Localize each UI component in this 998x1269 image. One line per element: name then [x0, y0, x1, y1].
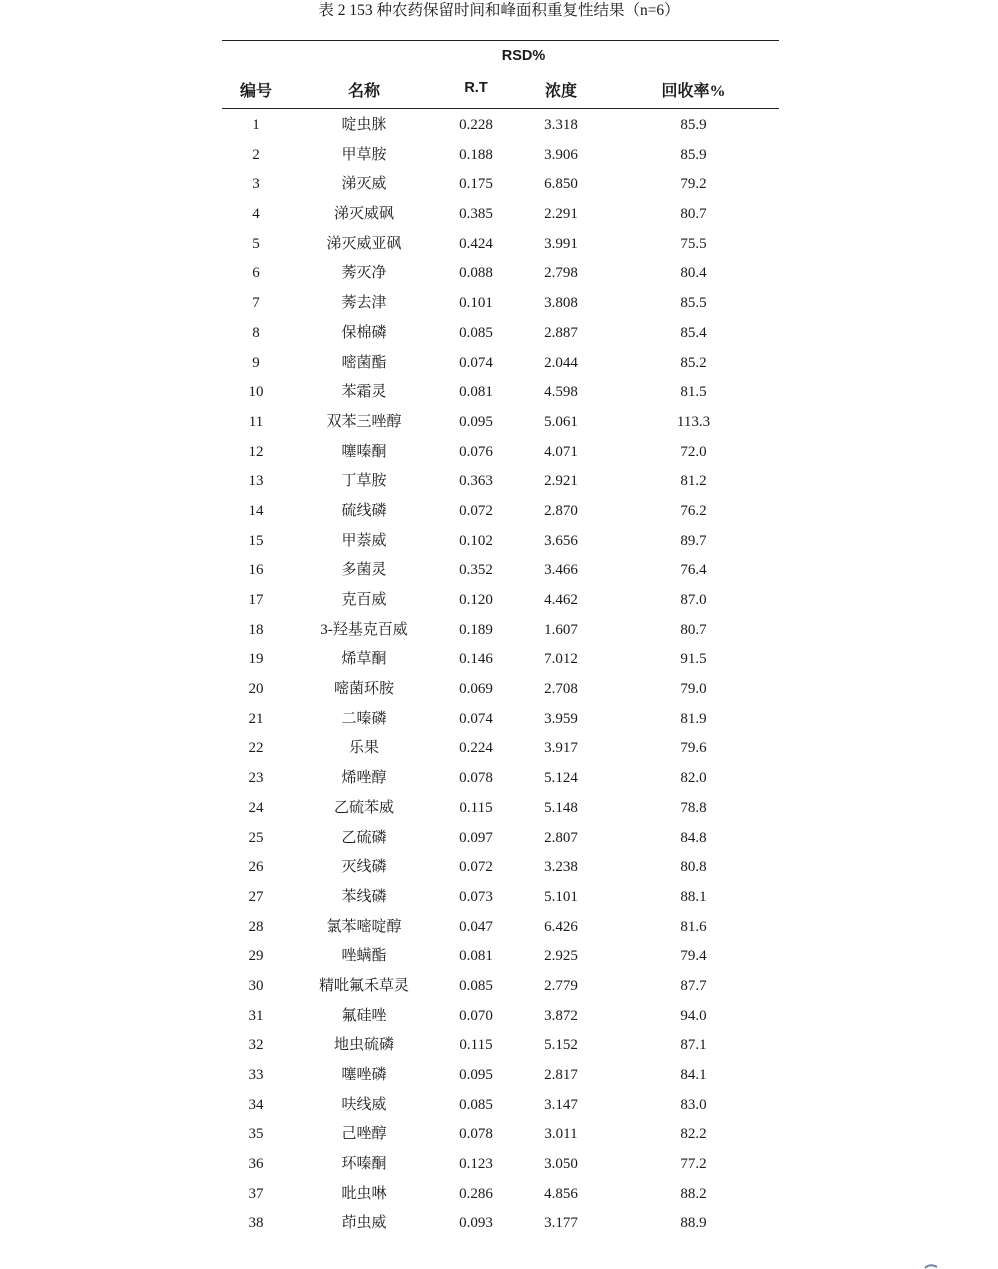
table-row	[222, 259, 779, 289]
cell-name: 噻唑磷	[341, 1067, 387, 1083]
cell-recovery: 72.0	[680, 443, 707, 460]
cell-no: 35	[248, 1126, 264, 1143]
cell-no: 17	[248, 592, 264, 608]
cell-name: 涕灭威砜	[333, 206, 394, 223]
header-no: 编号	[239, 83, 272, 100]
table-row	[222, 319, 779, 349]
table-row	[222, 170, 779, 200]
cell-no: 7	[252, 295, 260, 312]
table-body	[222, 111, 779, 1239]
cell-name: 灭线磷	[341, 859, 387, 876]
cell-rt: 0.097	[459, 829, 493, 846]
cell-recovery: 80.4	[680, 265, 707, 282]
cell-recovery: 87.0	[680, 592, 707, 608]
cell-name: 噻嗪酮	[341, 443, 387, 460]
cell-rt: 0.085	[459, 324, 493, 341]
cell-concentration: 2.708	[544, 681, 578, 698]
cell-recovery: 87.7	[680, 977, 707, 994]
cell-name: 涕灭威亚砜	[326, 235, 402, 252]
cell-rt: 0.085	[459, 977, 493, 994]
cell-concentration: 6.850	[544, 176, 578, 193]
table-row	[222, 200, 779, 230]
cell-recovery: 85.9	[680, 146, 707, 163]
cell-recovery: 89.7	[680, 532, 707, 549]
cell-no: 37	[248, 1185, 264, 1202]
cell-concentration: 4.856	[544, 1185, 578, 1202]
cell-concentration: 6.426	[544, 918, 578, 935]
table-row	[222, 913, 779, 943]
cell-no: 36	[248, 1156, 264, 1173]
cell-name: 氯苯嘧啶醇	[326, 918, 402, 935]
cell-concentration: 2.798	[544, 265, 578, 282]
cell-no: 25	[248, 829, 264, 846]
table-row	[222, 141, 779, 171]
table-top-rule	[222, 40, 779, 41]
cell-concentration: 3.991	[544, 235, 578, 252]
table-row	[222, 794, 779, 824]
cell-no: 14	[248, 502, 264, 519]
cell-name: 甲萘威	[341, 532, 387, 549]
cell-no: 8	[252, 324, 260, 341]
cell-concentration: 2.887	[544, 324, 578, 341]
table-header-rule	[222, 108, 779, 109]
cell-concentration: 5.148	[544, 799, 578, 816]
cell-no: 30	[248, 977, 264, 994]
cell-name: 莠灭净	[341, 265, 387, 282]
cell-no: 12	[248, 443, 264, 460]
cell-rt: 0.093	[459, 1215, 493, 1232]
table-row	[222, 408, 779, 438]
cell-name: 唑螨酯	[341, 948, 387, 965]
cell-concentration: 2.044	[544, 354, 578, 371]
cell-recovery: 84.8	[680, 829, 707, 846]
cell-rt: 0.352	[459, 562, 493, 579]
table-row	[222, 527, 779, 557]
cell-no: 3	[252, 176, 260, 193]
cell-rt: 0.286	[459, 1185, 493, 1202]
header-rt: R.T	[464, 80, 488, 96]
cell-rt: 0.102	[459, 532, 493, 549]
cell-concentration: 3.917	[544, 740, 578, 757]
cell-recovery: 94.0	[680, 1007, 707, 1024]
table-row	[222, 289, 779, 319]
cell-recovery: 81.2	[680, 473, 707, 490]
header-name: 名称	[347, 83, 380, 100]
cell-no: 5	[252, 235, 260, 252]
cell-no: 27	[248, 888, 264, 905]
group-header-row	[222, 48, 779, 68]
cell-recovery: 77.2	[680, 1156, 707, 1173]
cell-name: 硫线磷	[341, 502, 387, 519]
column-header-row	[222, 78, 779, 102]
cell-no: 6	[252, 265, 260, 282]
cell-concentration: 2.779	[544, 977, 578, 994]
table-row	[222, 942, 779, 972]
table-row	[222, 1002, 779, 1032]
cell-recovery: 82.0	[680, 770, 707, 787]
cell-recovery: 76.4	[680, 562, 707, 579]
cell-rt: 0.072	[459, 502, 493, 519]
cell-recovery: 87.1	[680, 1037, 707, 1054]
cell-recovery: 79.0	[680, 681, 707, 698]
cell-rt: 0.074	[459, 354, 493, 371]
cell-name: 二嗪磷	[341, 710, 387, 727]
cell-recovery: 75.5	[680, 235, 707, 252]
cell-name: 嘧菌酯	[341, 354, 387, 371]
cell-concentration: 3.906	[544, 146, 578, 163]
table-row	[222, 734, 779, 764]
cell-no: 33	[248, 1067, 264, 1083]
table-row	[222, 1150, 779, 1180]
cell-concentration: 7.012	[544, 651, 578, 668]
cell-recovery: 81.5	[680, 384, 707, 401]
cell-rt: 0.072	[459, 859, 493, 876]
cell-name: 莠去津	[341, 295, 387, 312]
cell-recovery: 81.6	[680, 918, 707, 935]
cell-rt: 0.047	[459, 918, 493, 935]
table-row	[222, 764, 779, 794]
cell-concentration: 2.925	[544, 948, 578, 965]
cell-concentration: 4.071	[544, 443, 578, 460]
cell-no: 18	[248, 621, 264, 638]
cell-concentration: 5.152	[544, 1037, 578, 1054]
table-row	[222, 111, 779, 141]
cell-rt: 0.385	[459, 206, 493, 223]
cell-concentration: 5.124	[544, 770, 578, 787]
table-row	[222, 705, 779, 735]
cell-rt: 0.076	[459, 443, 493, 460]
cell-concentration: 3.466	[544, 562, 578, 579]
cell-rt: 0.115	[459, 799, 493, 816]
cell-rt: 0.175	[459, 176, 493, 193]
cell-concentration: 5.061	[544, 413, 578, 430]
cell-no: 23	[248, 770, 264, 787]
table-row	[222, 438, 779, 468]
cell-concentration: 3.318	[544, 117, 578, 133]
table-row	[222, 230, 779, 260]
header-concentration: 浓度	[544, 83, 577, 100]
cell-rt: 0.188	[459, 146, 493, 163]
cell-concentration: 3.238	[544, 859, 578, 876]
cell-rt: 0.078	[459, 770, 493, 787]
table-row	[222, 497, 779, 527]
cell-no: 31	[248, 1007, 264, 1024]
cell-recovery: 79.6	[680, 740, 707, 757]
cell-recovery: 80.8	[680, 859, 707, 876]
cell-name: 烯草酮	[341, 651, 387, 668]
cell-recovery: 79.2	[680, 176, 707, 193]
cell-concentration: 4.598	[544, 384, 578, 401]
cell-recovery: 78.8	[680, 799, 707, 816]
cell-recovery: 80.7	[680, 621, 707, 638]
table-row	[222, 556, 779, 586]
cell-recovery: 81.9	[680, 710, 707, 727]
table-row	[222, 883, 779, 913]
cell-rt: 0.120	[459, 592, 493, 608]
cell-recovery: 88.9	[680, 1215, 707, 1232]
table-row	[222, 616, 779, 646]
cell-name: 己唑醇	[341, 1126, 387, 1143]
cell-rt: 0.078	[459, 1126, 493, 1143]
cell-name: 氟硅唑	[341, 1007, 387, 1024]
cell-no: 13	[248, 473, 264, 490]
cell-name: 精吡氟禾草灵	[318, 977, 409, 994]
header-recovery: 回收率%	[661, 83, 726, 100]
table-caption: 表 2 153 种农药保留时间和峰面积重复性结果（n=6）	[318, 2, 680, 19]
cell-no: 24	[248, 799, 264, 816]
cell-no: 15	[248, 532, 264, 549]
table-row	[222, 349, 779, 379]
cell-rt: 0.085	[459, 1096, 493, 1113]
cell-no: 2	[252, 146, 260, 163]
cell-recovery: 79.4	[680, 948, 707, 965]
cell-no: 32	[248, 1037, 264, 1054]
cell-no: 28	[248, 918, 264, 935]
table-row	[222, 467, 779, 497]
cell-recovery: 76.2	[680, 502, 707, 519]
cell-no: 19	[248, 651, 264, 668]
table-row	[222, 586, 779, 616]
cell-name: 乙硫苯威	[333, 799, 394, 816]
cell-concentration: 3.959	[544, 710, 578, 727]
table-row	[222, 378, 779, 408]
cell-no: 29	[248, 948, 264, 965]
cell-no: 10	[248, 384, 264, 401]
table-row	[222, 1120, 779, 1150]
cell-rt: 0.224	[459, 740, 493, 757]
cell-rt: 0.228	[459, 117, 493, 133]
cell-no: 16	[248, 562, 264, 579]
cell-no: 34	[248, 1096, 264, 1113]
table-row	[222, 1091, 779, 1121]
cell-name: 苯霜灵	[341, 384, 387, 401]
cell-no: 26	[248, 859, 264, 876]
cell-rt: 0.074	[459, 710, 493, 727]
cell-name: 双苯三唑醇	[326, 413, 402, 430]
cell-concentration: 3.872	[544, 1007, 578, 1024]
cell-concentration: 3.050	[544, 1156, 578, 1173]
cell-name: 丁草胺	[341, 473, 387, 490]
cell-concentration: 2.870	[544, 502, 578, 519]
cell-name: 环嗪酮	[341, 1156, 387, 1173]
cell-name: 多菌灵	[341, 562, 387, 579]
cell-recovery: 85.4	[680, 324, 707, 341]
cell-concentration: 2.291	[544, 206, 578, 223]
cell-rt: 0.088	[459, 265, 493, 282]
cell-no: 20	[248, 681, 264, 698]
page-corner-mark-icon	[924, 1263, 938, 1269]
cell-no: 11	[248, 413, 264, 430]
rsd-group-header: RSD%	[501, 48, 546, 64]
cell-concentration: 2.921	[544, 473, 578, 490]
cell-rt: 0.115	[459, 1037, 493, 1054]
cell-concentration: 3.808	[544, 295, 578, 312]
cell-rt: 0.146	[459, 651, 493, 668]
cell-name: 苯线磷	[341, 888, 387, 905]
cell-name: 地虫硫磷	[333, 1037, 394, 1054]
cell-recovery: 88.2	[680, 1185, 707, 1202]
cell-recovery: 83.0	[680, 1096, 707, 1113]
table-row	[222, 853, 779, 883]
cell-recovery: 85.5	[680, 295, 707, 312]
table-row	[222, 972, 779, 1002]
cell-name: 茚虫威	[341, 1215, 387, 1232]
cell-no: 9	[252, 354, 260, 371]
cell-no: 21	[248, 710, 264, 727]
cell-concentration: 3.177	[544, 1215, 578, 1232]
cell-name: 克百威	[341, 592, 387, 608]
table-row	[222, 1180, 779, 1210]
cell-no: 4	[252, 206, 260, 223]
cell-concentration: 1.607	[544, 621, 578, 638]
table-row	[222, 645, 779, 675]
cell-recovery: 82.2	[680, 1126, 707, 1143]
cell-name: 涕灭威	[341, 176, 387, 193]
cell-rt: 0.069	[459, 681, 493, 698]
cell-concentration: 4.462	[544, 592, 578, 608]
cell-concentration: 3.011	[544, 1126, 578, 1143]
cell-name: 保棉磷	[341, 324, 387, 341]
cell-rt: 0.081	[459, 948, 493, 965]
cell-name: 乙硫磷	[341, 829, 387, 846]
cell-name: 乐果	[348, 740, 379, 757]
table-row	[222, 824, 779, 854]
cell-recovery: 84.1	[680, 1067, 707, 1083]
cell-concentration: 2.807	[544, 829, 578, 846]
cell-recovery: 80.7	[680, 206, 707, 223]
cell-recovery: 85.2	[680, 354, 707, 371]
cell-name: 啶虫脒	[341, 117, 387, 133]
cell-rt: 0.189	[459, 621, 493, 638]
cell-concentration: 2.817	[544, 1067, 578, 1083]
cell-rt: 0.073	[459, 888, 493, 905]
table-row	[222, 675, 779, 705]
table-row	[222, 1209, 779, 1239]
cell-rt: 0.123	[459, 1156, 493, 1173]
cell-recovery: 113.3	[676, 413, 711, 430]
cell-no: 38	[248, 1215, 264, 1232]
cell-rt: 0.424	[459, 235, 493, 252]
cell-rt: 0.095	[459, 1067, 493, 1083]
table-row	[222, 1031, 779, 1061]
cell-rt: 0.095	[459, 413, 493, 430]
cell-rt: 0.070	[459, 1007, 493, 1024]
cell-concentration: 3.147	[544, 1096, 578, 1113]
cell-name: 烯唑醇	[341, 770, 387, 787]
cell-concentration: 3.656	[544, 532, 578, 549]
cell-name: 嘧菌环胺	[333, 681, 394, 698]
cell-concentration: 5.101	[544, 888, 578, 905]
cell-no: 1	[252, 117, 260, 133]
cell-name: 吡虫啉	[341, 1185, 387, 1202]
cell-rt: 0.363	[459, 473, 493, 490]
cell-rt: 0.081	[459, 384, 493, 401]
cell-name: 甲草胺	[341, 146, 387, 163]
cell-name: 呋线威	[341, 1096, 387, 1113]
cell-recovery: 85.9	[680, 117, 707, 133]
cell-recovery: 88.1	[680, 888, 707, 905]
cell-name: 3-羟基克百威	[320, 621, 408, 638]
table-row	[222, 1061, 779, 1091]
cell-no: 22	[248, 740, 264, 757]
cell-rt: 0.101	[459, 295, 493, 312]
cell-recovery: 91.5	[680, 651, 707, 668]
